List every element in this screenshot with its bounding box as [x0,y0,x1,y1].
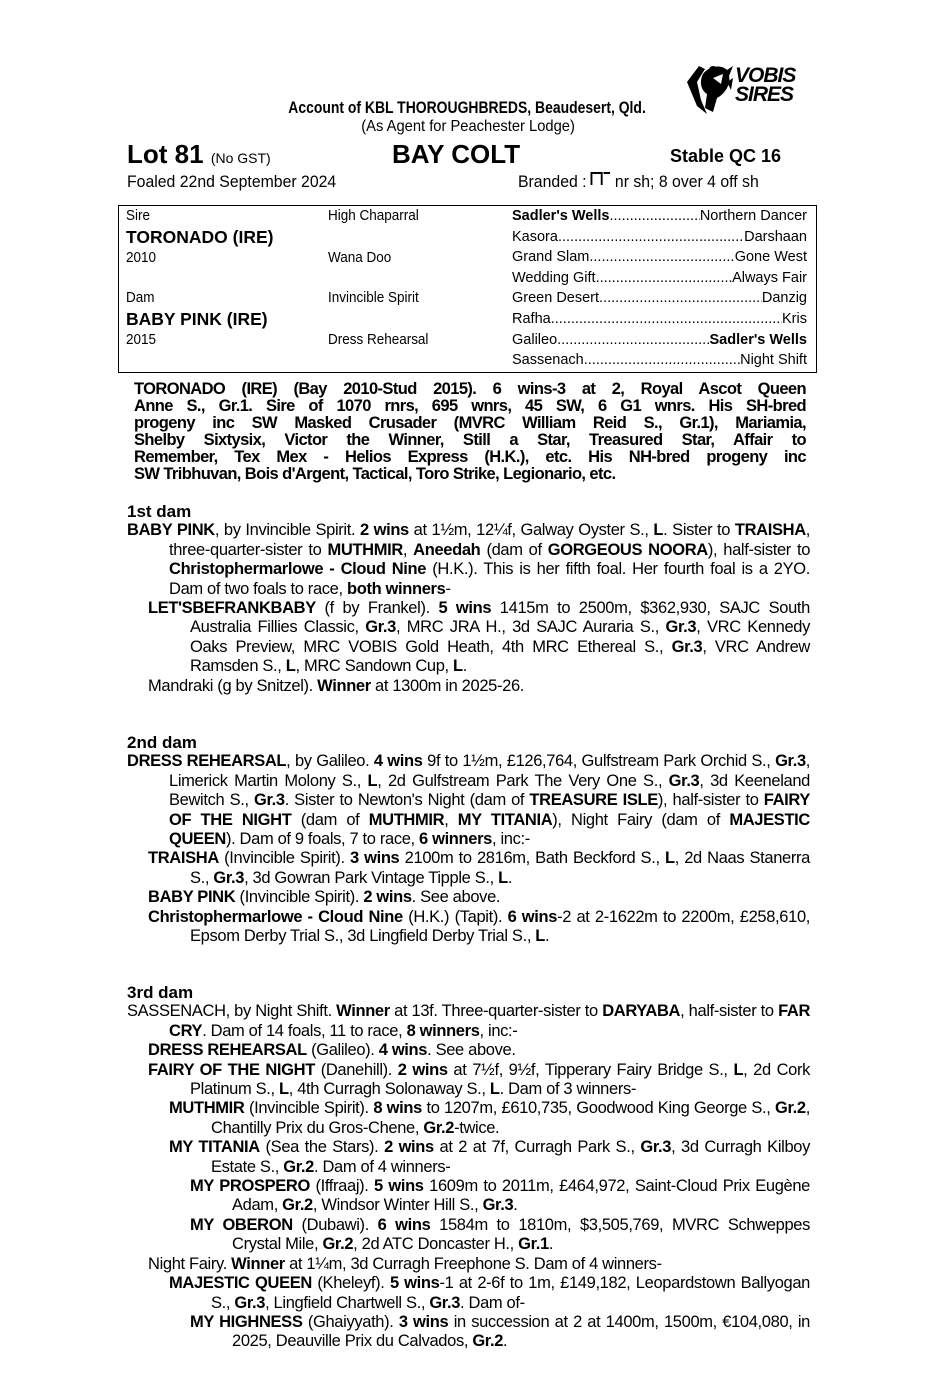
bold-text: Winner [231,1254,285,1273]
bold-text: 8 wins [373,1099,422,1118]
text: , Limerick Martin Molony S., [169,752,811,790]
agent-line [0,118,938,136]
great-grandparent-dam-line: Galileo [512,331,558,348]
text: . [462,657,467,676]
progeny-entry [127,1255,810,1274]
text: -twice. [454,1118,500,1137]
bold-text: 8 winners [406,1021,480,1040]
bold-text: 4 wins [373,752,423,771]
text: , inc:- [492,830,530,849]
brand-mark-t-icon [604,172,611,185]
dam-name: BABY PINK (IRE) [126,309,268,329]
text: 2100m to 2816m, Bath Beckford S., [399,849,665,868]
progeny-entry [127,1099,810,1138]
text: at 1¼m, 3d Curragh Freephone S. Dam of 4 winners- [284,1254,662,1273]
progeny-entry [127,1313,810,1352]
bold-text: L [367,771,378,790]
text: (Kheleyf). [311,1274,390,1293]
text: (f by Frankel). [315,599,439,618]
sire-summary-line: Remember, Tex Mex - Helios Express (H.K.), etc. His NH-bred progeny inc [134,448,806,466]
dam-label: Dam [126,290,155,306]
great-grandparent-row [512,290,807,306]
bold-text: Gr.3 [213,868,245,887]
progeny-entry [127,1138,810,1177]
text: at 1½m, 12¼f, Galway Oyster S., [408,521,654,540]
bold-text: MUTHMIR [169,1099,245,1118]
text: , [444,810,458,829]
bold-text: L [733,1060,744,1079]
bold-text: DARYABA [602,1002,681,1021]
bold-text: 6 wins [377,1215,431,1234]
great-grandparent-row [512,208,807,224]
text: ), half-sister to [657,791,764,810]
text: (Danehill). [314,1060,398,1079]
granddam-paternal: Wana Doo [328,250,392,266]
great-grandparent-dam-line: Green Desert [512,290,600,307]
stable-number: Stable QC 16 [670,146,782,166]
bold-text: L [498,868,508,887]
bold-text: LET'SBEFRANKBABY [148,599,316,618]
bold-text: 3 wins [398,1312,449,1331]
text: , Windsor Winter Hill S., [312,1196,483,1215]
text: , half-sister to [680,1002,779,1021]
section-title: 2nd dam [127,733,197,752]
text: , MRC Sandown Cup, [295,657,454,676]
bold-text: Winner [336,1002,390,1021]
bold-text: Gr.2 [322,1235,354,1254]
bold-text: L [279,1080,289,1099]
bold-text: TREASURE ISLE [529,791,658,810]
sire-summary-line: progeny inc SW Masked Crusader (MVRC William Reid S., Gr.1), Mariamia, [134,414,806,432]
text: (Invincible Spirit). [218,849,351,868]
text: (Sea the Stars). [259,1138,385,1157]
sire-year: 2010 [126,250,157,266]
text: , Chantilly Prix du Gros-Chene, [211,1099,810,1137]
grandsire-paternal: High Chaparral [328,208,419,224]
text: at 13f. Three-quarter-sister to [389,1002,603,1021]
text: (Ghaiyyath). [302,1312,399,1331]
bold-text: both winners [346,579,446,598]
great-grandparent-row [512,270,807,286]
grandsire-maternal: Invincible Spirit [328,290,419,306]
bold-text: Gr.2 [283,1157,314,1176]
progeny-entry [127,1216,810,1255]
progeny-entry [127,888,810,907]
bold-text: 3 wins [350,849,400,868]
text: (Dubawi). [292,1215,378,1234]
great-grandparent-dam-line: Rafha [512,311,551,327]
text: SASSENACH, by Night Shift. [127,1002,337,1021]
text: - [445,579,451,598]
bold-text: 2 wins [363,888,412,907]
text: ). Dam of 9 foals, 7 to race, [225,830,420,849]
bold-text: 2 wins [397,1060,448,1079]
bold-text: Gr.3 [775,752,806,771]
text: , inc:- [479,1021,518,1040]
bold-text: MY TITANIA [169,1138,260,1157]
sire-summary-line: TORONADO (IRE) (Bay 2010-Stud 2015). 6 wins-3 at 2, Royal Ascot Queen [134,380,806,398]
bold-text: 2 wins [360,521,409,540]
text: . [503,1332,508,1351]
bold-text: 2 wins [384,1138,434,1157]
bold-text: TRAISHA [734,521,806,540]
bold-text: MY TITANIA [457,810,553,829]
bold-text: FAIRY OF THE NIGHT [169,791,811,829]
great-grandparent-dam-line: Wedding Gift [512,269,596,286]
bold-text: Gr.3 [668,771,700,790]
great-grandparent-sire-line: Sadler's Wells [709,331,807,348]
horse-title: BAY COLT [392,139,521,169]
bold-text: 4 wins [378,1041,428,1060]
great-grandparent-sire-line: Always Fair [732,269,807,286]
great-grandparent-sire-line: Northern Dancer [699,208,807,224]
text: in succession at 2 at 1400m, 1500m, €104,080, in 2025, Deauville Prix du Calvados, [232,1312,811,1351]
great-grandparent-sire-line: Kris [782,311,807,327]
agent-text: (As Agent for Peachester Lodge) [361,118,575,135]
text: . [513,1196,518,1215]
great-grandparent-dam-line: Kasora [512,228,558,245]
text: . Sister to [663,521,735,540]
bold-text: Christophermarlowe - Cloud Nine [148,907,403,926]
progeny-entry [127,1274,810,1313]
bold-text: FAR CRY [169,1002,811,1040]
pedigree-table [118,205,817,373]
text: , 2d Cork Platinum S., [190,1060,811,1099]
foaled-date: Foaled 22nd September 2024 [127,172,337,191]
text: , VRC Kennedy Oaks Preview, MRC VOBIS Gold Heath, 4th MRC Ethereal S., [190,618,810,656]
great-grandparent-row [512,311,807,327]
text: . [548,1235,554,1254]
great-grandparent-row [512,352,807,368]
text: (dam of [480,540,548,559]
bold-text: Gr.2 [472,1332,504,1351]
text: (H.K.). This is her fifth foal. Her fourth foal is a 2YO. Dam of two foals to race, [169,560,811,598]
granddam-maternal: Dress Rehearsal [328,332,429,348]
dam-entry [127,1002,810,1041]
bold-text: Winner [317,676,371,695]
text: . See above. [427,1041,516,1060]
great-grandparent-sire-line: Gone West [734,249,807,266]
text: , 3d Keeneland Bewitch S., [169,771,810,810]
lot-number [127,139,271,170]
bold-text: Gr.1 [518,1235,549,1254]
text: . Dam of 3 winners- [499,1080,637,1099]
bold-text: DRESS REHEARSAL [148,1041,307,1060]
text: 1584m to 1810m, $3,505,769, MVRC Schweppes Crystal Mile, [232,1215,810,1254]
great-grandparent-sire-line: Night Shift [740,352,807,369]
dam-entry [127,521,810,599]
bold-text: Christophermarlowe - Cloud Nine [169,560,427,579]
progeny-entry [127,908,810,947]
text: ), Night Fairy (dam of [552,810,730,829]
text: (Invincible Spirit). [235,888,364,907]
bold-text: Aneedah [413,540,481,559]
great-grandparent-sire-line: Danzig [761,290,807,307]
text: . Dam of 4 winners- [314,1157,451,1176]
bold-text: Gr.3 [482,1196,514,1215]
bold-text: 5 wins [438,599,492,618]
text: at 7½f, 9½f, Tipperary Fairy Bridge S., [447,1060,734,1079]
text: , 4th Curragh Solonaway S., [288,1080,490,1099]
dam-entry [127,752,810,849]
text: 1609m to 2011m, £464,972, Saint-Cloud Prix Eugène Adam, [232,1177,811,1215]
bold-text: Gr.3 [640,1138,672,1157]
bold-text: L [664,849,675,868]
leader-dots [551,311,782,327]
progeny-entry [127,599,810,677]
text: ), half-sister to [707,540,811,559]
bold-text: BABY PINK [127,521,215,540]
bold-text: 5 wins [374,1177,424,1196]
great-grandparent-dam-line: Grand Slam [512,249,590,266]
leader-dots [584,352,740,368]
sire-label: Sire [126,208,150,224]
bold-text: GORGEOUS NOORA [547,540,708,559]
text: Mandraki (g by Snitzel). [148,676,318,695]
bold-text: Gr.2 [282,1196,313,1215]
text: . [507,868,513,887]
bold-text: MAJESTIC QUEEN [169,810,810,849]
section-title: 1st dam [127,502,192,521]
great-grandparent-row [512,249,807,265]
text: to 1207m, £610,735, Goodwood King George S., [421,1099,776,1118]
bold-text: Gr.2 [423,1118,455,1137]
bold-text: MUTHMIR [327,540,403,559]
dam-section-3 [127,983,810,1352]
text: (Galileo). [306,1041,379,1060]
great-grandparent-row [512,229,807,245]
sire-summary-line: Shelby Sixtysix, Victor the Winner, Still a Star, Treasured Star, Affair to [134,431,806,449]
bold-text: Gr.3 [234,1293,266,1312]
text: (H.K.) (Tapit). [402,907,508,926]
sire-summary [134,381,806,483]
bold-text: MY OBERON [190,1215,293,1234]
leader-dots [557,332,709,348]
text: , [402,540,414,559]
text: , 2d ATC Doncaster H., [353,1235,519,1254]
text: , VRC Andrew Ramsden S., [190,637,810,676]
leader-dots [589,249,734,265]
progeny-entry [127,849,810,888]
progeny-entry [127,1061,810,1100]
bold-text: L [489,1080,500,1099]
bold-text: Gr.3 [665,618,697,637]
brand-description [518,172,759,192]
great-grandparent-sire-line: Darshaan [744,228,807,245]
bold-text: Gr.3 [253,791,285,810]
bold-text: L [535,927,546,946]
text: . Dam of- [460,1293,525,1312]
bold-text: L [453,657,463,676]
text: 1415m to 2500m, $362,930, SAJC South Australia Fillies Classic, [190,599,810,637]
text: . [545,927,550,946]
progeny-entry [127,677,810,696]
bold-text: DRESS REHEARSAL [127,752,287,771]
bold-text: 6 winners [419,830,492,849]
bold-text: Gr.3 [429,1293,461,1312]
leader-dots [558,229,744,245]
text: , Lingfield Chartwell S., [265,1293,430,1312]
sire-name: TORONADO (IRE) [126,227,274,247]
text: (Invincible Spirit). [244,1099,374,1118]
text: (Iffraaj). [309,1177,375,1196]
bold-text: MUTHMIR [368,810,445,829]
dam-section-2 [127,733,810,946]
logo-line-1: VOBIS [735,64,796,87]
vendor-account [0,98,938,118]
bold-text: TRAISHA [148,849,219,868]
progeny-entry [127,1041,810,1060]
text: at 2 at 7f, Curragh Park S., [433,1138,641,1157]
leader-dots [596,270,733,286]
text: 9f to 1½m, £126,764, Gulfstream Park Orchid S., [422,752,776,771]
dam-year: 2015 [126,332,157,348]
text: , three-quarter-sister to [169,521,810,559]
text: , 2d Naas Stanerra S., [190,849,810,887]
great-grandparent-dam-line: Sassenach [512,352,584,369]
bold-text: BABY PINK [148,888,236,907]
bold-text: Gr.2 [775,1099,806,1118]
progeny-entry [127,1177,810,1216]
text: , by Galileo. [286,752,374,771]
brand-mark-icon [591,172,603,185]
section-title: 3rd dam [127,983,194,1002]
leader-dots [599,290,762,306]
branded-text: nr sh; 8 over 4 off sh [614,172,759,191]
sire-summary-line: SW Tribhuvan, Bois d'Argent, Tactical, Toro Strike, Legionario, etc. [134,465,616,483]
dam-section-1 [127,502,810,696]
text: . Sister to Newton's Night (dam of [284,791,530,810]
bold-text: MY HIGHNESS [190,1312,303,1331]
bold-text: Gr.3 [365,618,396,637]
bold-text: 5 wins [389,1274,440,1293]
bold-text: 6 wins [507,907,558,926]
bold-text: L [285,657,296,676]
logo-line-2: SIRES [735,83,794,106]
text: , 3d Curragh Kilboy Estate S., [211,1138,811,1176]
account-text: Account of KBL THOROUGHBREDS, Beaudesert, Qld. [288,98,646,117]
branded-label: Branded : [518,172,587,191]
text: , MRC JRA H., 3d SAJC Auraria S., [396,618,666,637]
text: , by Invincible Spirit. [214,521,360,540]
great-grandparent-dam-line: Sadler's Wells [512,208,610,224]
bold-text: MAJESTIC QUEEN [169,1274,312,1293]
text: , 2d Gulfstream Park The Very One S., [377,771,669,790]
sire-summary-line: Anne S., Gr.1. Sire of 1070 rnrs, 695 wnrs, 45 SW, 6 G1 wnrs. His SH-bred [134,397,806,415]
text: . See above. [411,888,501,907]
text: (dam of [291,810,369,829]
text: , 3d Gowran Park Vintage Tipple S., [244,868,499,887]
leader-dots [609,208,699,224]
lot-gst-note: (No GST) [210,150,271,166]
bold-text: L [653,521,664,540]
bold-text: MY PROSPERO [190,1177,310,1196]
text: -1 at 2-6f to 1m, £149,182, Leopardstown Ballyogan S., [211,1274,811,1312]
text: at 1300m in 2025-26. [370,676,525,695]
text: -2 at 2-1622m to 2200m, £258,610, Epsom Derby Trial S., 3d Lingfield Derby Trial S., [190,907,810,946]
bold-text: Gr.3 [671,637,703,656]
text: . Dam of 14 foals, 11 to race, [202,1021,407,1040]
great-grandparent-row [512,332,807,348]
lot-label: Lot 81 [127,139,204,169]
text: Night Fairy. [148,1254,232,1273]
bold-text: FAIRY OF THE NIGHT [148,1060,315,1079]
